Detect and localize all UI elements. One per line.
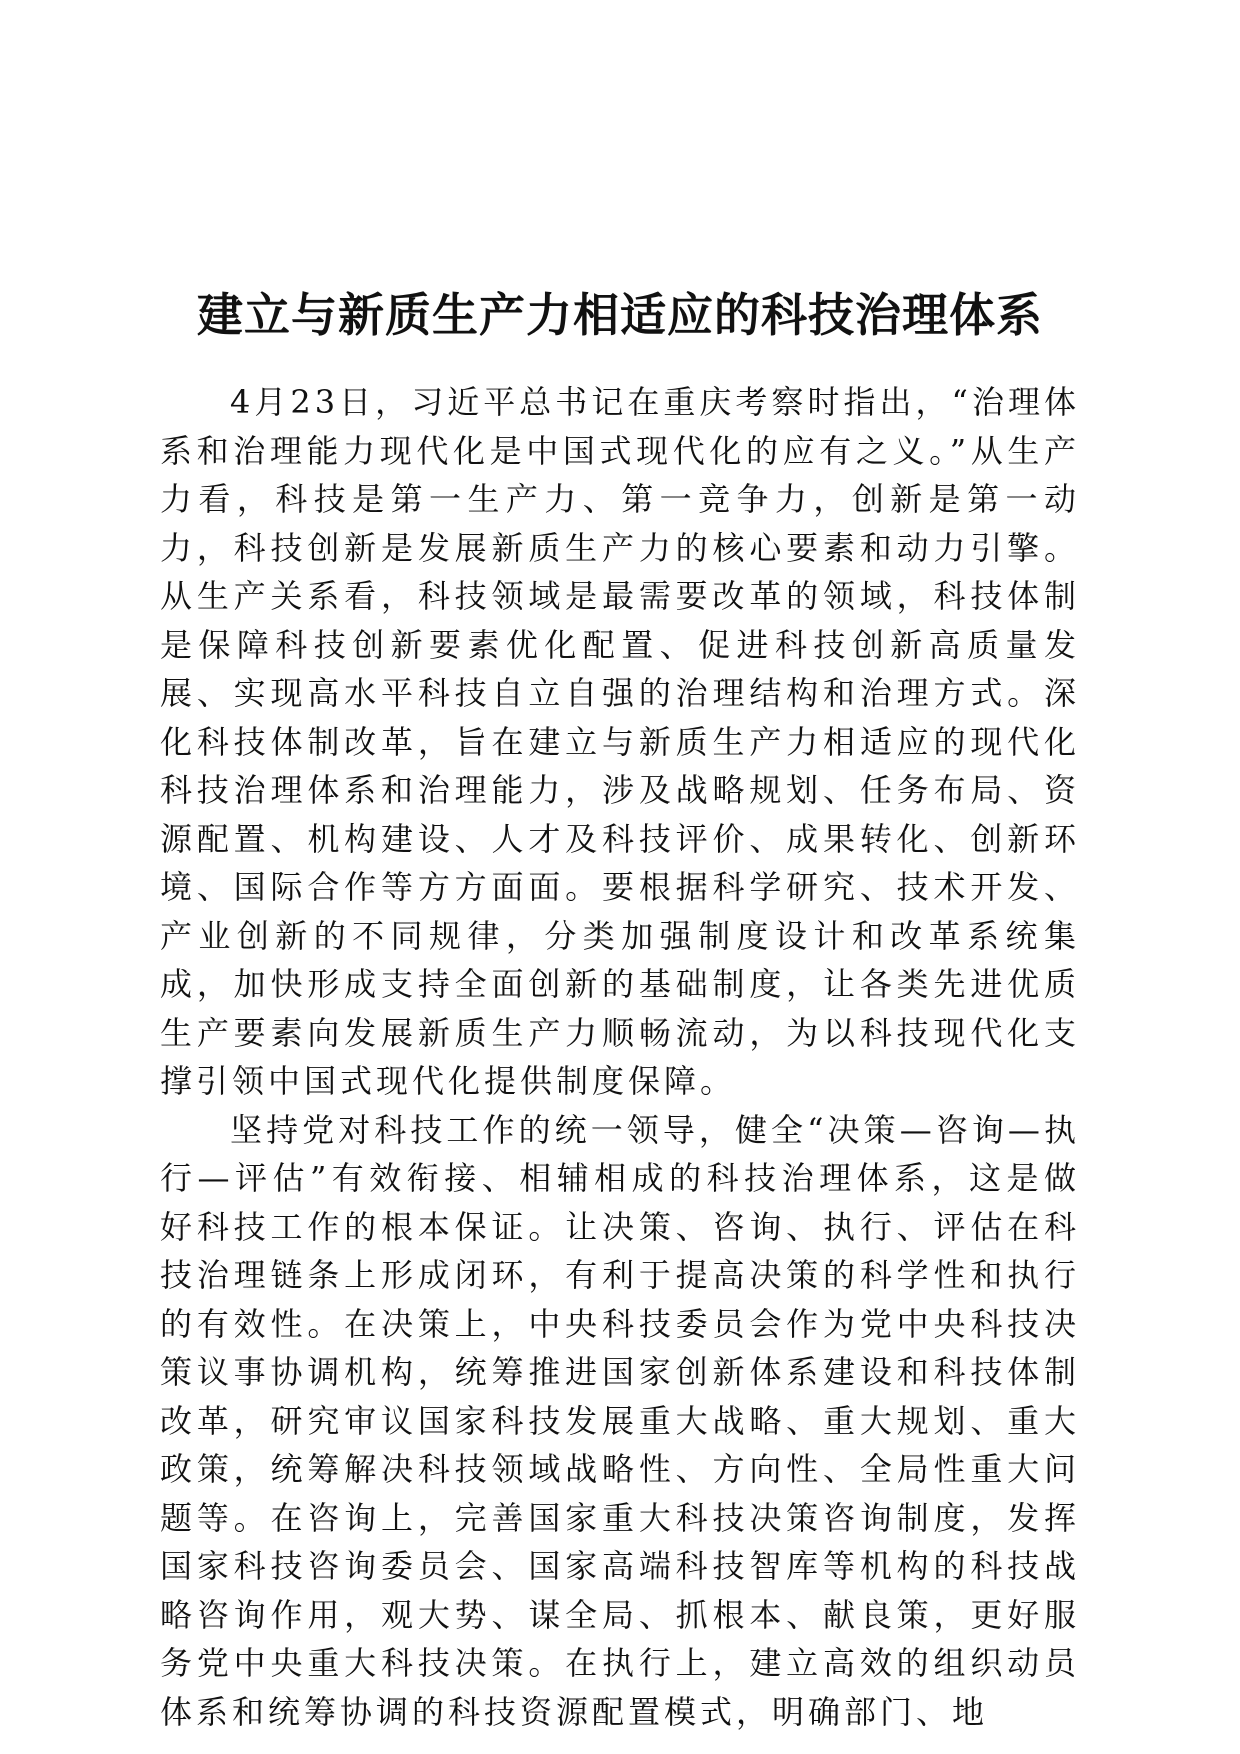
body-paragraph-2: 坚持党对科技工作的统一领导，健全“决策—咨询—执行—评估”有效衔接、相辅相成的科技治理体系，这是做好科技工作的根本保证。让决策、咨询、执行、评估在科技治理链条上形成闭环，有利于提高决策的科学性和执行的有效性。在决策上，中央科技委员会作为党中央科技决策议事协调机构，统筹推进国家创新体系建设和科技体制改革，研究审议国家科技发展重大战略、重大规划、重大政策，统筹解决科技领域战略性、方向性、全局性重大问题等。在咨询上，完善国家重大科技决策咨询制度，发挥国家科技咨询委员会、国家高端科技智库等机构的科技战略咨询作用，观大势、谋全局、抓根本、献良策，更好服务党中央重大科技决策。在执行上，建立高效的组织动员体系和统筹协调的科技资源配置模式，明确部门、地	[160, 1110, 1080, 1731]
document-body	[160, 378, 1080, 1736]
document-title: 建立与新质生产力相适应的科技治理体系	[197, 287, 1043, 342]
body-paragraph-1: 4月23日，习近平总书记在重庆考察时指出，“治理体系和治理能力现代化是中国式现代化的应有之义。”从生产力看，科技是第一生产力、第一竞争力，创新是第一动力，科技创新是发展新质生产力的核心要素和动力引擎。从生产关系看，科技领域是最需要改革的领域，科技体制是保障科技创新要素优化配置、促进科技创新高质量发展、实现高水平科技自立自强的治理结构和治理方式。深化科技体制改革，旨在建立与新质生产力相适应的现代化科技治理体系和治理能力，涉及战略规划、任务布局、资源配置、机构建设、人才及科技评价、成果转化、创新环境、国际合作等方方面面。要根据科学研究、技术开发、产业创新的不同规律，分类加强制度设计和改革系统集成，加快形成支持全面创新的基础制度，让各类先进优质生产要素向发展新质生产力顺畅流动，为以科技现代化支撑引领中国式现代化提供制度保障。	[160, 383, 1080, 1100]
